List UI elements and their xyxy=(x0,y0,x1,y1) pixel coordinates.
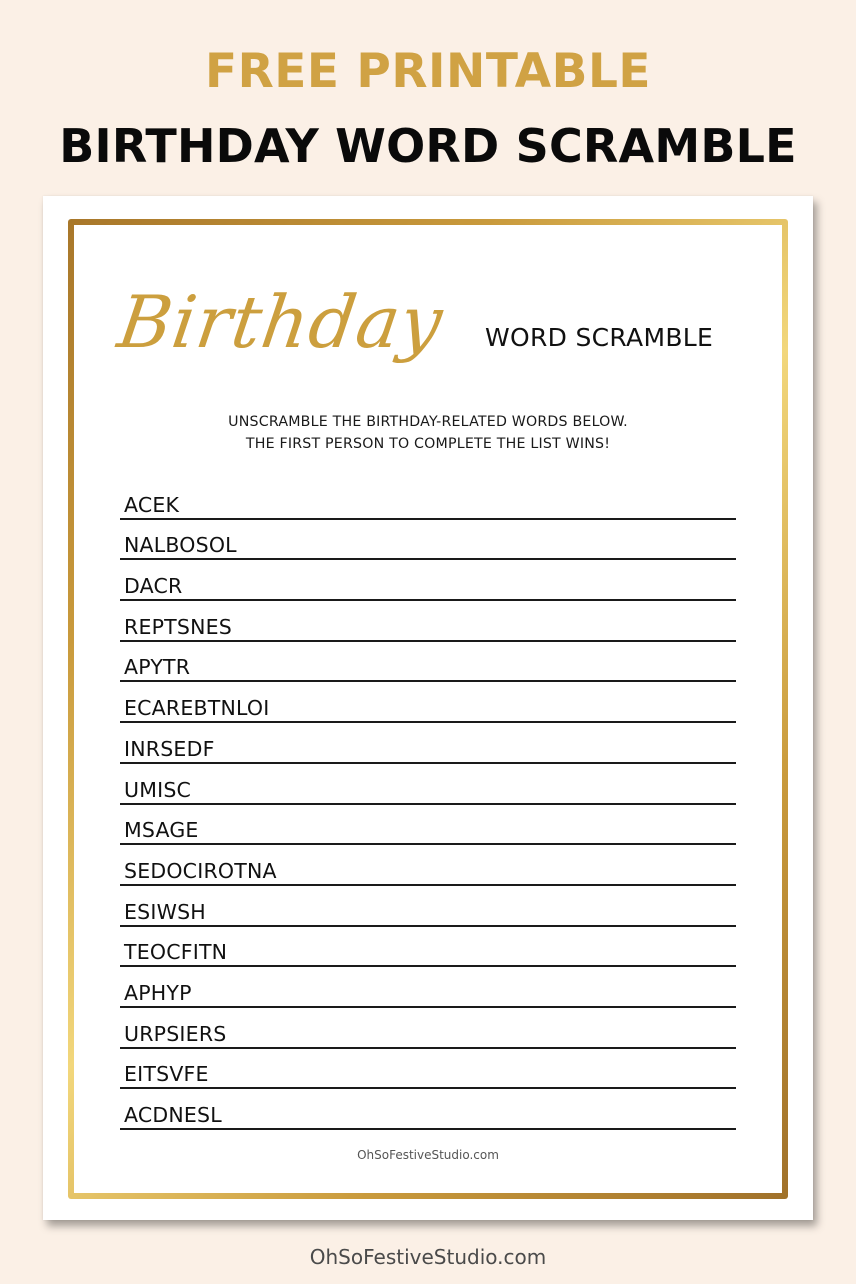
banner-title-line1: FREE PRINTABLE xyxy=(205,44,651,99)
scrambled-word: UMISC xyxy=(124,777,192,802)
scrambled-word: ACDNESL xyxy=(124,1103,222,1127)
word-row[interactable] xyxy=(120,927,736,968)
scrambled-word: DACR xyxy=(124,574,183,599)
scrambled-word: NALBOSOL xyxy=(124,533,237,558)
banner-title-line2: BIRTHDAY WORD SCRAMBLE xyxy=(59,119,797,173)
word-row[interactable] xyxy=(120,967,736,1008)
gold-border-frame xyxy=(68,219,788,1199)
scrambled-word: ACEK xyxy=(124,492,180,517)
word-row[interactable] xyxy=(120,764,736,805)
scrambled-word: APHYP xyxy=(124,980,192,1005)
word-row[interactable] xyxy=(120,805,736,846)
scrambled-word: SEDOCIROTNA xyxy=(124,858,277,883)
scrambled-word-list xyxy=(120,479,736,1130)
scrambled-word: MSAGE xyxy=(124,818,199,843)
word-row[interactable] xyxy=(120,601,736,642)
scrambled-word: ECAREBTNLOI xyxy=(124,696,270,721)
word-row[interactable] xyxy=(120,642,736,683)
worksheet-title-subtitle: WORD SCRAMBLE xyxy=(485,323,714,352)
word-row[interactable] xyxy=(120,845,736,886)
worksheet-title-script: Birthday xyxy=(113,280,449,364)
word-row[interactable] xyxy=(120,1049,736,1090)
word-row[interactable] xyxy=(120,520,736,561)
scrambled-word: APYTR xyxy=(124,655,191,680)
word-row[interactable] xyxy=(120,682,736,723)
worksheet-content xyxy=(74,225,782,1193)
scrambled-word: URPSIERS xyxy=(124,1021,227,1046)
scrambled-word: TEOCFITN xyxy=(124,940,228,965)
worksheet-paper xyxy=(43,196,813,1220)
instructions-line-1: UNSCRAMBLE THE BIRTHDAY-RELATED WORDS BELOW. xyxy=(228,414,628,430)
scrambled-word: REPTSNES xyxy=(124,614,232,639)
word-row[interactable] xyxy=(120,886,736,927)
scrambled-word: EITSVFE xyxy=(124,1062,209,1087)
word-row[interactable] xyxy=(120,560,736,601)
page-footer-site: OhSoFestiveStudio.com xyxy=(309,1245,547,1269)
instructions xyxy=(74,411,782,455)
word-row[interactable] xyxy=(120,1089,736,1130)
word-row[interactable] xyxy=(120,1008,736,1049)
word-row[interactable] xyxy=(120,479,736,520)
instructions-line-2: THE FIRST PERSON TO COMPLETE THE LIST WINS! xyxy=(245,436,611,452)
word-row[interactable] xyxy=(120,723,736,764)
worksheet-footer-site: OhSoFestiveStudio.com xyxy=(357,1148,499,1162)
scrambled-word: ESIWSH xyxy=(124,899,206,924)
scrambled-word: INRSEDF xyxy=(124,736,215,761)
